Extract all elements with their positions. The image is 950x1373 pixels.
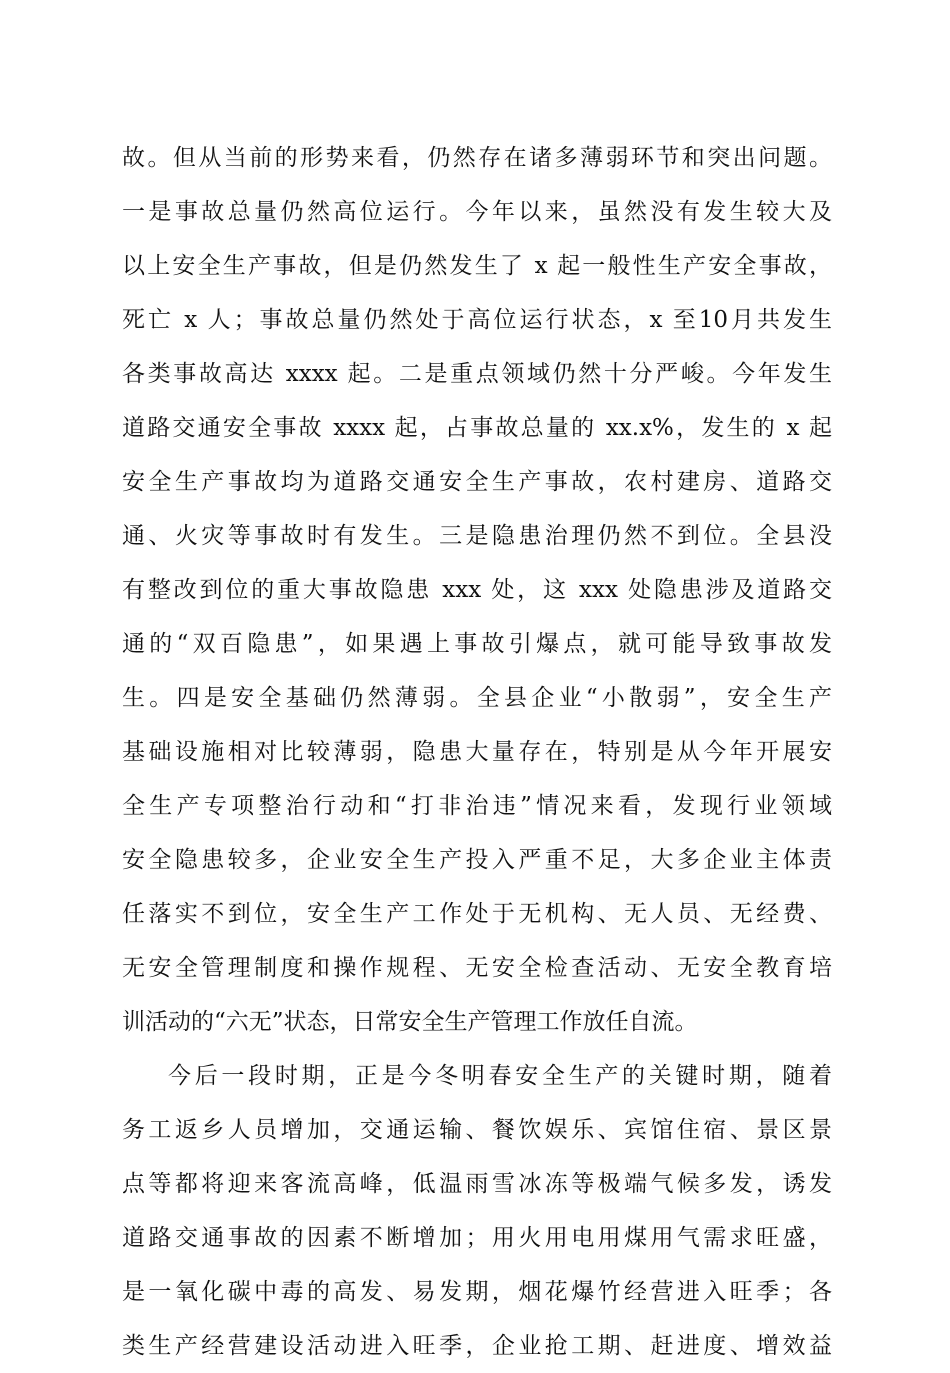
text-line: 是一氧化碳中毒的高发、易发期，烟花爆竹经营进入旺季；各 — [122, 1279, 832, 1305]
text-line: 生。四是安全基础仍然薄弱。全县企业“小散弱”，安全生产 — [122, 685, 832, 711]
text-line: 通、火灾等事故时有发生。三是隐患治理仍然不到位。全县没 — [122, 523, 832, 549]
text-line: 各类事故高达 xxxx 起。二是重点领域仍然十分严峻。今年发生 — [122, 361, 832, 387]
text-line: 故。但从当前的形势来看，仍然存在诸多薄弱环节和突出问题。 — [122, 145, 832, 171]
text-line: 有整改到位的重大事故隐患 xxx 处，这 xxx 处隐患涉及道路交 — [122, 577, 832, 603]
paragraph-start-line: 今后一段时期，正是今冬明春安全生产的关键时期，随着 — [168, 1063, 832, 1089]
text-line: 道路交通安全事故 xxxx 起，占事故总量的 xx.x%，发生的 x 起 — [122, 415, 832, 441]
text-line: 全生产专项整治行动和“打非治违”情况来看，发现行业领域 — [122, 793, 832, 819]
text-line: 道路交通事故的因素不断增加；用火用电用煤用气需求旺盛， — [122, 1225, 832, 1251]
text-line: 基础设施相对比较薄弱，隐患大量存在，特别是从今年开展安 — [122, 739, 832, 765]
text-line: 安全隐患较多，企业安全生产投入严重不足，大多企业主体责 — [122, 847, 832, 873]
text-line: 类生产经营建设活动进入旺季，企业抢工期、赶进度、增效益 — [122, 1333, 832, 1359]
text-line: 无安全管理制度和操作规程、无安全检查活动、无安全教育培 — [122, 955, 832, 981]
body-text — [122, 131, 832, 1373]
text-line: 一是事故总量仍然高位运行。今年以来，虽然没有发生较大及 — [122, 199, 832, 225]
text-line: 安全生产事故均为道路交通安全生产事故，农村建房、道路交 — [122, 469, 832, 495]
text-line: 点等都将迎来客流高峰，低温雨雪冰冻等极端气候多发，诱发 — [122, 1171, 832, 1197]
text-line: 死亡 x 人；事故总量仍然处于高位运行状态，x 至10月共发生 — [122, 307, 832, 333]
text-line: 务工返乡人员增加，交通运输、餐饮娱乐、宾馆住宿、景区景 — [122, 1117, 832, 1143]
paragraph-end-line: 训活动的“六无”状态，日常安全生产管理工作放任自流。 — [122, 1009, 698, 1035]
text-line: 以上安全生产事故，但是仍然发生了 x 起一般性生产安全事故， — [122, 253, 832, 279]
text-line: 通的“双百隐患”，如果遇上事故引爆点，就可能导致事故发 — [122, 631, 832, 657]
text-line: 任落实不到位，安全生产工作处于无机构、无人员、无经费、 — [122, 901, 832, 927]
